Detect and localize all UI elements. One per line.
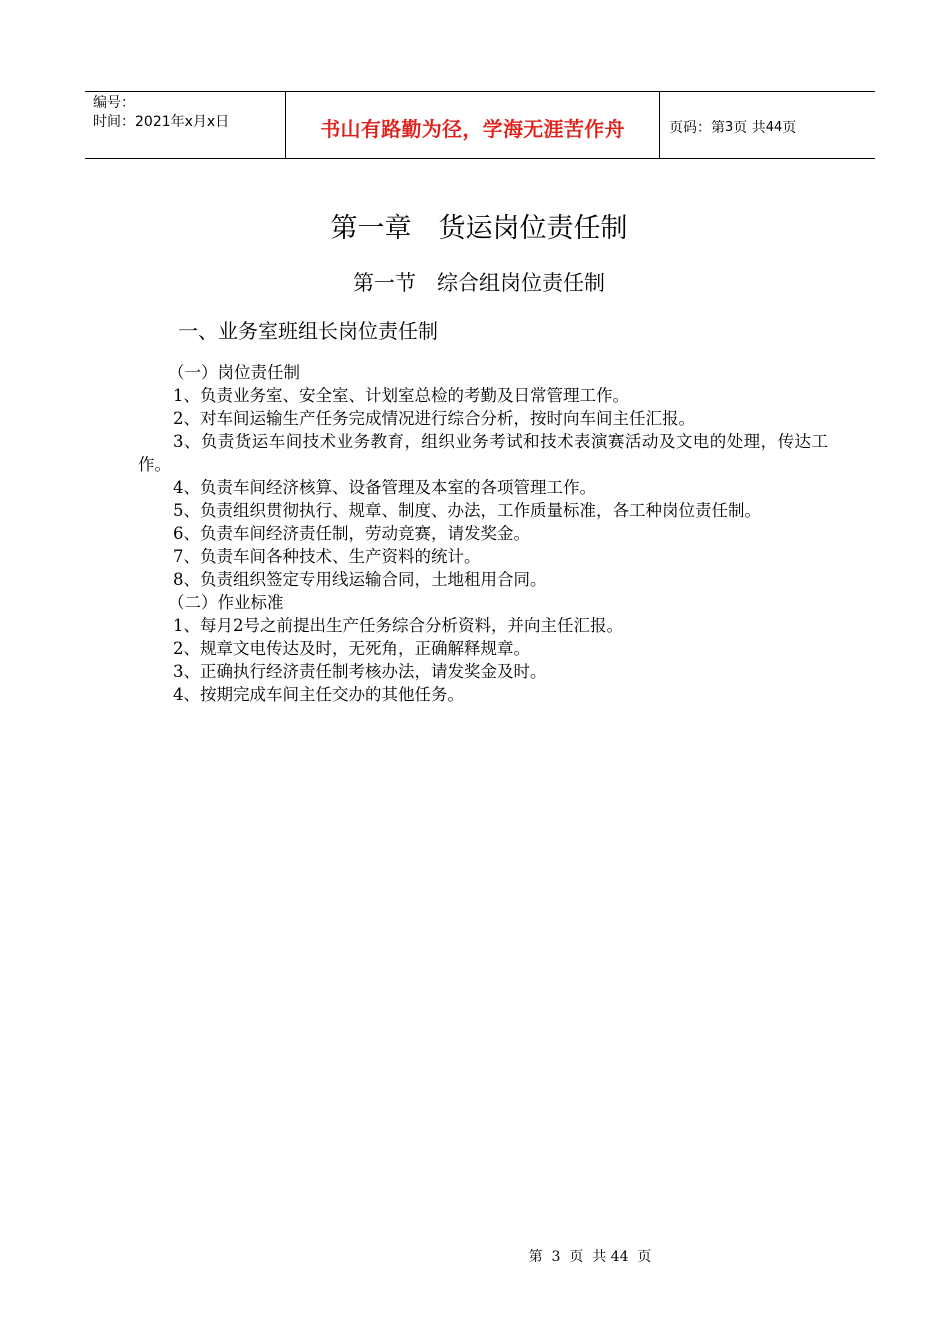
motto-text: 书山有路勤为径，学海无涯苦作舟 — [320, 116, 625, 141]
section-title: 第一节 综合组岗位责任制 — [353, 271, 605, 295]
header-info-cell — [85, 92, 286, 158]
paragraph: 4、负责车间经济核算、设备管理及本室的各项管理工作。 — [173, 478, 596, 497]
paragraph-heading: （一）岗位责任制 — [168, 363, 300, 382]
paragraph: 3、正确执行经济责任制考核办法，请发奖金及时。 — [173, 662, 547, 681]
paragraph: 1、负责业务室、安全室、计划室总检的考勤及日常管理工作。 — [173, 386, 629, 405]
header-motto-cell — [286, 92, 660, 158]
page-label-mid: 页 共 — [733, 120, 766, 136]
paragraph: 1、每月2号之前提出生产任务综合分析资料，并向主任汇报。 — [173, 616, 623, 635]
serial-number-label: 编号： — [93, 95, 135, 111]
header-page-cell — [660, 92, 875, 158]
body-text — [138, 361, 828, 706]
page-label-prefix: 页码：第 — [669, 120, 725, 136]
paragraph: 2、对车间运输生产任务完成情况进行综合分析，按时向车间主任汇报。 — [173, 409, 695, 428]
chapter-title: 第一章 货运岗位责任制 — [330, 213, 628, 244]
paragraph: 8、负责组织签定专用线运输合同，土地租用合同。 — [173, 570, 547, 589]
header-table — [85, 91, 875, 159]
page-current: 3 — [725, 119, 734, 135]
paragraph-heading: （二）作业标准 — [168, 593, 284, 612]
page-label-suffix: 页 — [782, 120, 797, 136]
paragraph: 5、负责组织贯彻执行、规章、制度、办法，工作质量标准，各工种岗位责任制。 — [173, 501, 761, 520]
paragraph: 3、负责货运车间技术业务教育，组织业务考试和技术表演赛活动及文电的处理，传达工作。 — [138, 432, 828, 474]
page-footer: 第 3 页 共 44 页 — [528, 1249, 652, 1265]
paragraph: 6、负责车间经济责任制，劳动竞赛，请发奖金。 — [173, 524, 530, 543]
paragraph: 7、负责车间各种技术、生产资料的统计。 — [173, 547, 481, 566]
subsection-title: 一、业务室班组长岗位责任制 — [178, 319, 438, 343]
page-total: 44 — [765, 119, 783, 135]
paragraph: 4、按期完成车间主任交办的其他任务。 — [173, 685, 464, 704]
time-label: 时间：2021年x月x日 — [93, 114, 230, 130]
paragraph: 2、规章文电传达及时，无死角，正确解释规章。 — [173, 639, 530, 658]
